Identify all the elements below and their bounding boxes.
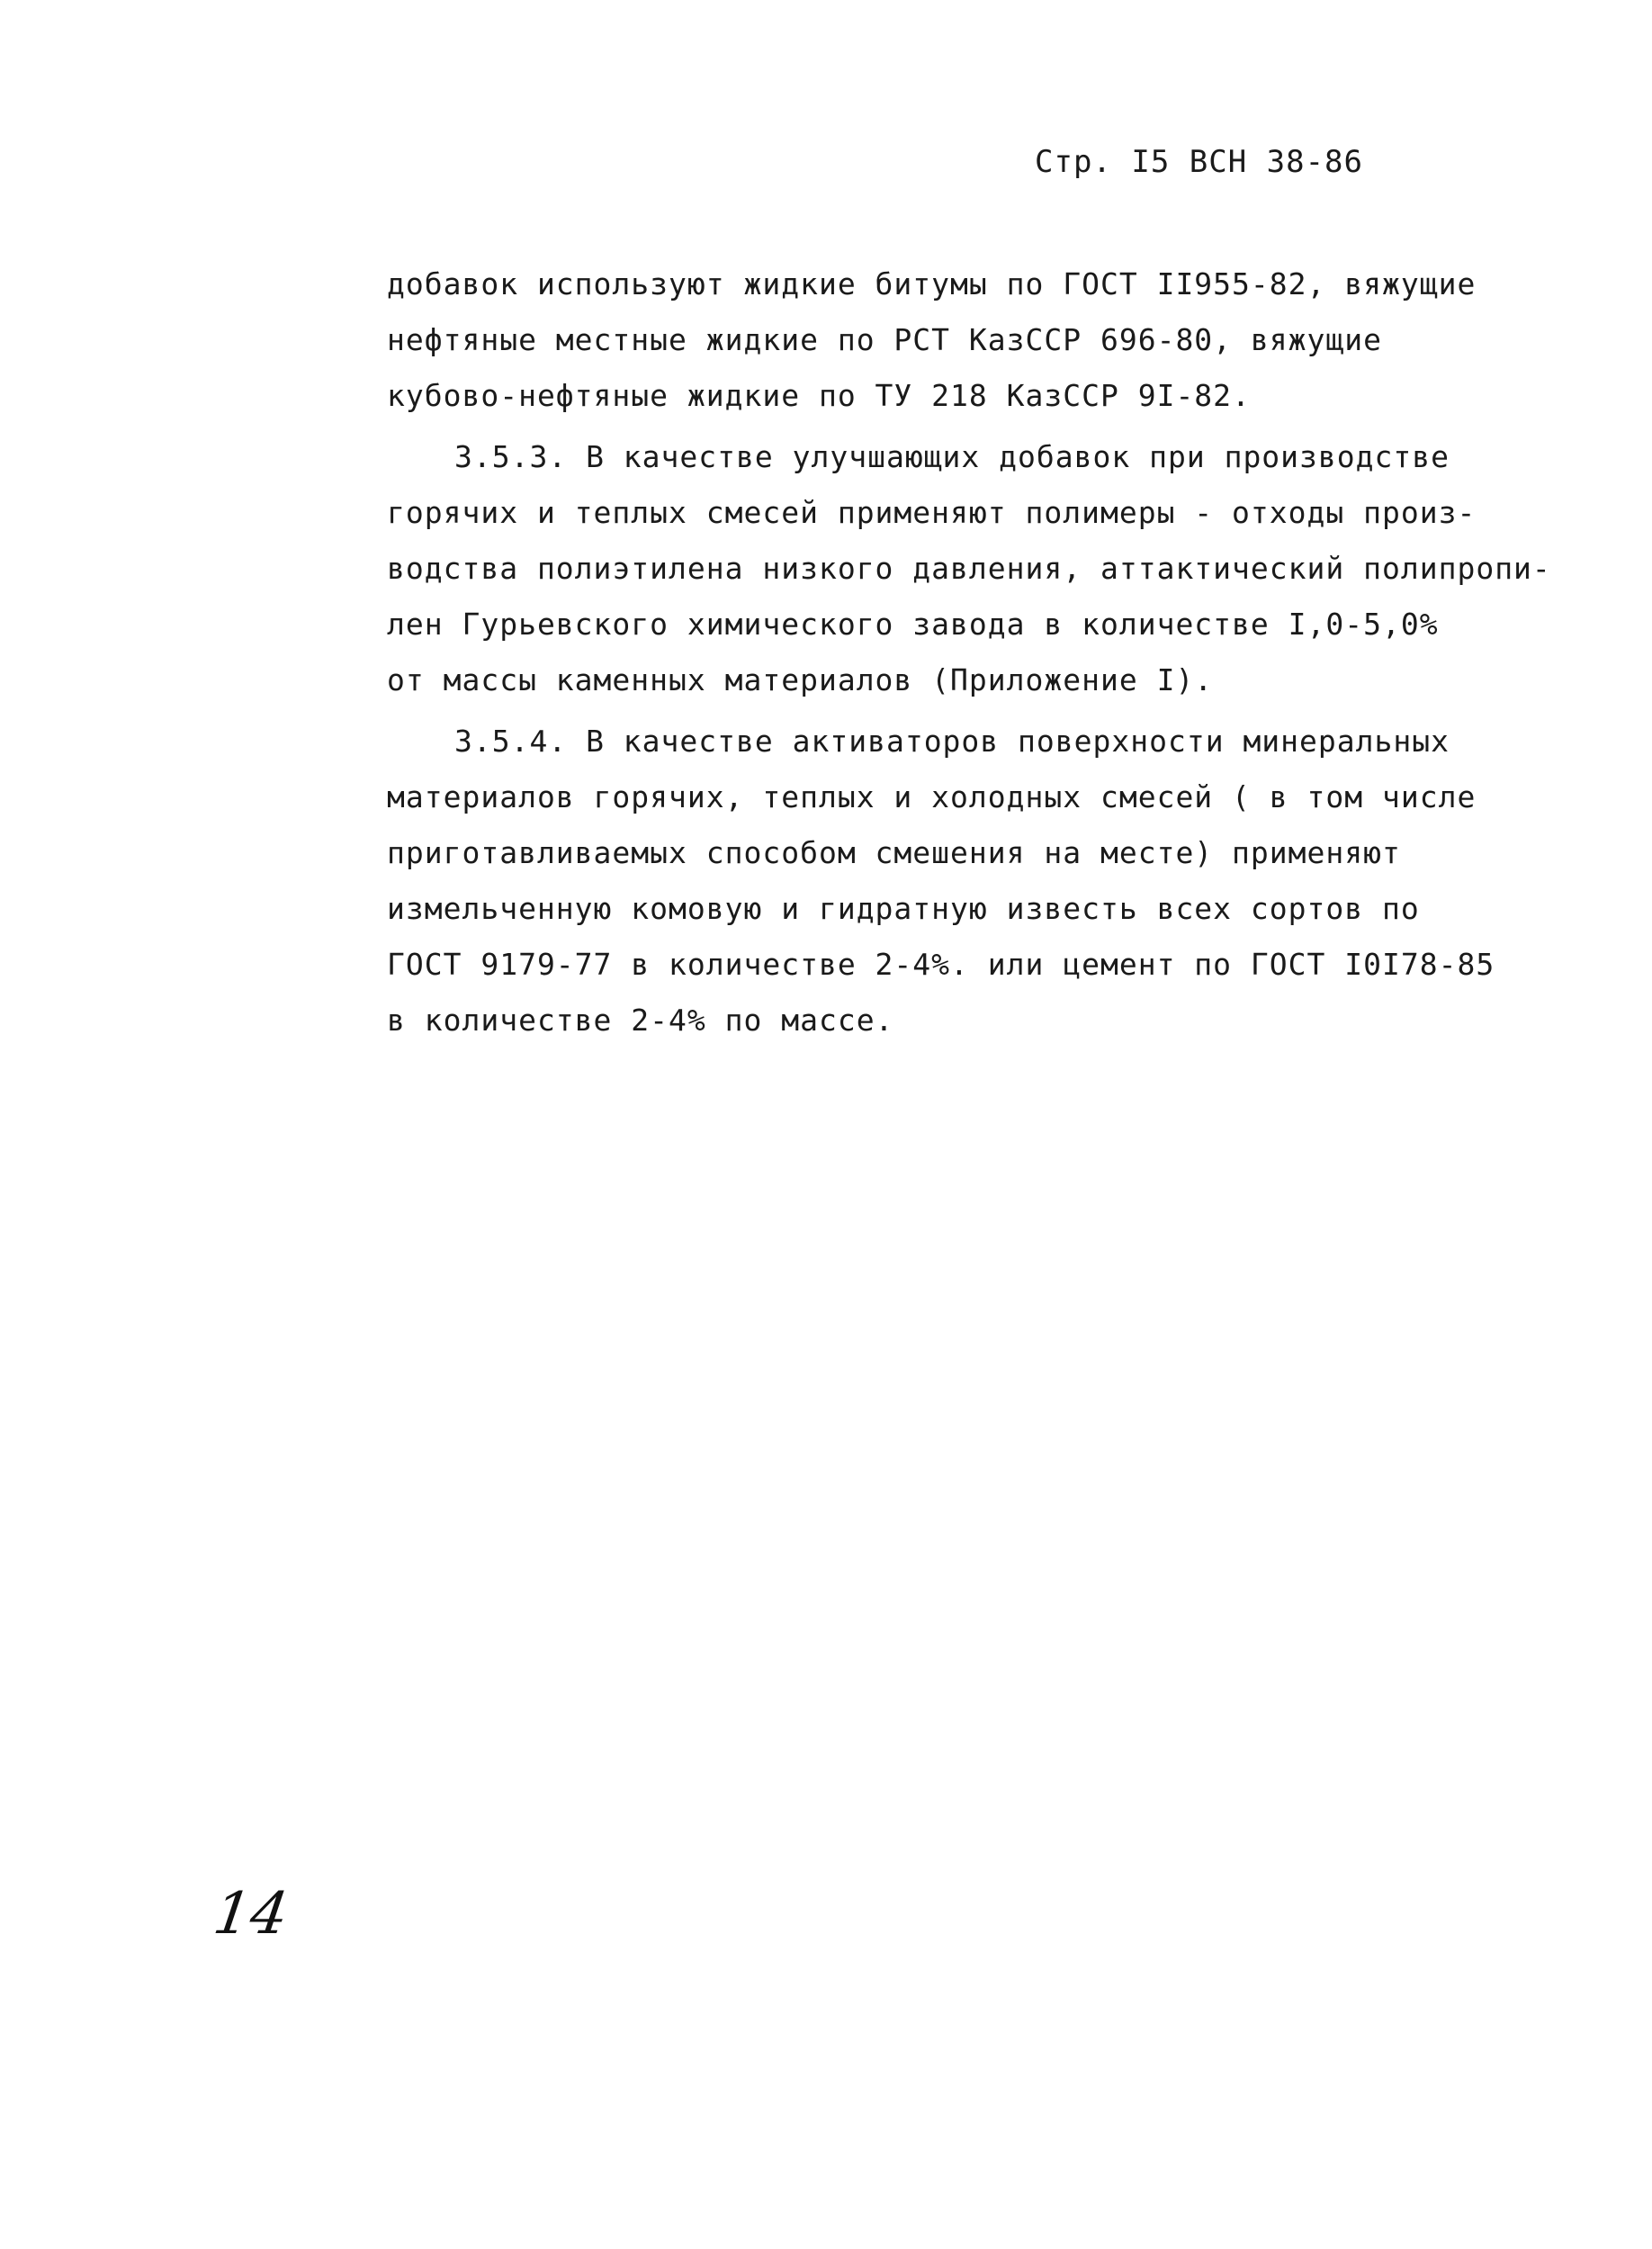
text-line: ГОСТ 9179-77 в количестве 2-4%. или цемент по ГОСТ I0I78-85 (387, 947, 1495, 982)
text-line: лен Гурьевского химического завода в количестве I,0-5,0% (387, 607, 1439, 642)
text-line: 3.5.4. В качестве активаторов поверхности минеральных (454, 724, 1450, 759)
text-line: приготавливаемых способом смешения на месте) применяют (387, 835, 1401, 870)
text-line: горячих и теплых смесей применяют полимеры - отходы произ- (387, 495, 1477, 530)
text-line: водства полиэтилена низкого давления, аттактический полипропи- (387, 551, 1551, 586)
body-text (387, 256, 1551, 1048)
text-line: в количестве 2-4% по массе. (387, 1003, 894, 1038)
text-line: нефтяные местные жидкие по РСТ КазССР 696-80, вяжущие (387, 322, 1382, 357)
text-line: измельченную комовую и гидратную известь всех сортов по (387, 891, 1420, 926)
text-line: материалов горячих, теплых и холодных смесей ( в том числе (387, 779, 1477, 814)
handwritten-page-number: 14 (209, 1881, 292, 1948)
text-line: 3.5.3. В качестве улучшающих добавок при производстве (454, 439, 1450, 474)
paragraph-additives-continued (387, 256, 1521, 424)
paragraph-3-5-4 (387, 714, 1521, 1048)
text-line: кубово-нефтяные жидкие по ТУ 218 КазССР 9I-82. (387, 378, 1251, 413)
page-header: Стр. I5 ВСН 38-86 (1035, 144, 1363, 180)
text-line: добавок используют жидкие битумы по ГОСТ II955-82, вяжущие (387, 266, 1477, 301)
text-line: от массы каменных материалов (Приложение I). (387, 662, 1214, 697)
paragraph-3-5-3 (387, 429, 1551, 708)
